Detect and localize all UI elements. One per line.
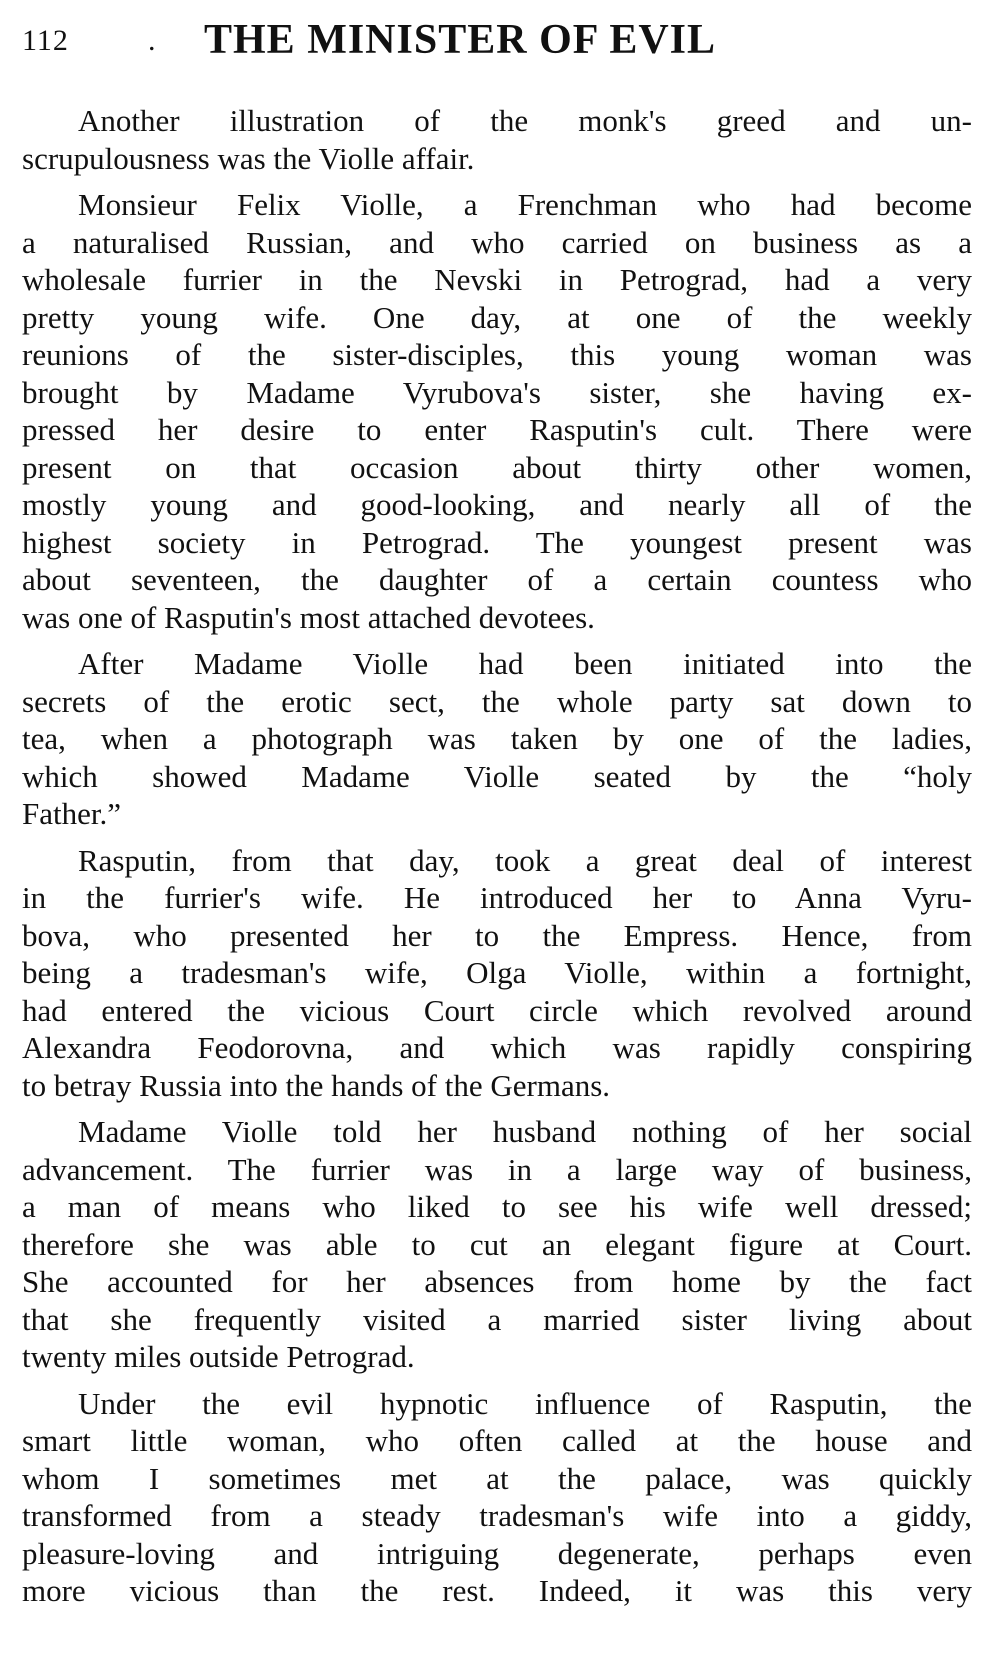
text-line: a naturalised Russian, and who carried on business as a: [22, 224, 972, 260]
text-line: Under the evil hypnotic influence of Rasputin, the: [78, 1385, 972, 1421]
text-line: smart little woman, who often called at the house and: [22, 1423, 972, 1458]
text-line: that she frequently visited a married sister living about: [22, 1301, 972, 1337]
paragraph: [22, 102, 972, 177]
text-line: scrupulousness was the Violle affair.: [22, 140, 475, 176]
text-line: to betray Russia into the hands of the Germans.: [22, 1067, 611, 1103]
text-line: bova, who presented her to the Empress. Hence, from: [22, 917, 972, 953]
text-line: pressed her desire to enter Rasputin's cult. There were: [22, 412, 972, 447]
text-line: secrets of the erotic sect, the whole party sat down to: [22, 683, 972, 719]
text-line: about seventeen, the daughter of a certain countess who: [22, 562, 972, 597]
body-text: [22, 102, 972, 1610]
text-line: was one of Rasputin's most attached devotees.: [22, 599, 595, 635]
text-line: a man of means who liked to see his wife well dressed;: [22, 1189, 972, 1224]
text-line: more vicious than the rest. Indeed, it was this very: [22, 1573, 972, 1608]
text-line: Father.”: [22, 796, 121, 831]
text-line: which showed Madame Violle seated by the “holy: [22, 758, 972, 794]
text-line: transformed from a steady tradesman's wife into a giddy,: [22, 1498, 972, 1533]
header-separator: .: [148, 24, 156, 57]
text-line: Alexandra Feodorovna, and which was rapidly conspiring: [22, 1030, 972, 1065]
text-line: twenty miles outside Petrograd.: [22, 1339, 415, 1374]
text-line: reunions of the sister-disciples, this young woman was: [22, 337, 972, 372]
text-line: had entered the vicious Court circle which revolved around: [22, 992, 972, 1028]
paragraph: [22, 186, 972, 636]
paragraph: [22, 1113, 972, 1376]
page-header: [22, 16, 972, 72]
book-page: [22, 16, 972, 1619]
text-line: highest society in Petrograd. The youngest present was: [22, 524, 972, 560]
text-line: brought by Madame Vyrubova's sister, she having ex-: [22, 374, 972, 410]
page-number: 112: [22, 24, 69, 57]
paragraph: [22, 1385, 972, 1610]
text-line: wholesale furrier in the Nevski in Petrograd, had a very: [22, 262, 972, 297]
text-line: After Madame Violle had been initiated into the: [78, 646, 972, 681]
running-title: THE MINISTER OF EVIL: [204, 17, 717, 63]
text-line: therefore she was able to cut an elegant figure at Court.: [22, 1226, 972, 1262]
text-line: She accounted for her absences from home by the fact: [22, 1264, 972, 1299]
text-line: present on that occasion about thirty other women,: [22, 449, 972, 485]
paragraph: [22, 645, 972, 833]
text-line: pleasure-loving and intriguing degenerate, perhaps even: [22, 1535, 972, 1571]
text-line: advancement. The furrier was in a large way of business,: [22, 1151, 972, 1187]
text-line: Another illustration of the monk's greed and un-: [78, 103, 972, 138]
text-line: pretty young wife. One day, at one of the weekly: [22, 299, 972, 335]
text-line: Madame Violle told her husband nothing of her social: [78, 1114, 972, 1149]
text-line: in the furrier's wife. He introduced her to Anna Vyru-: [22, 880, 972, 915]
paragraph: [22, 842, 972, 1105]
text-line: whom I sometimes met at the palace, was quickly: [22, 1460, 972, 1496]
text-line: being a tradesman's wife, Olga Violle, within a fortnight,: [22, 955, 972, 990]
text-line: Rasputin, from that day, took a great deal of interest: [78, 842, 972, 878]
text-line: Monsieur Felix Violle, a Frenchman who had become: [78, 187, 972, 222]
text-line: tea, when a photograph was taken by one of the ladies,: [22, 721, 972, 756]
text-line: mostly young and good-looking, and nearly all of the: [22, 487, 972, 522]
